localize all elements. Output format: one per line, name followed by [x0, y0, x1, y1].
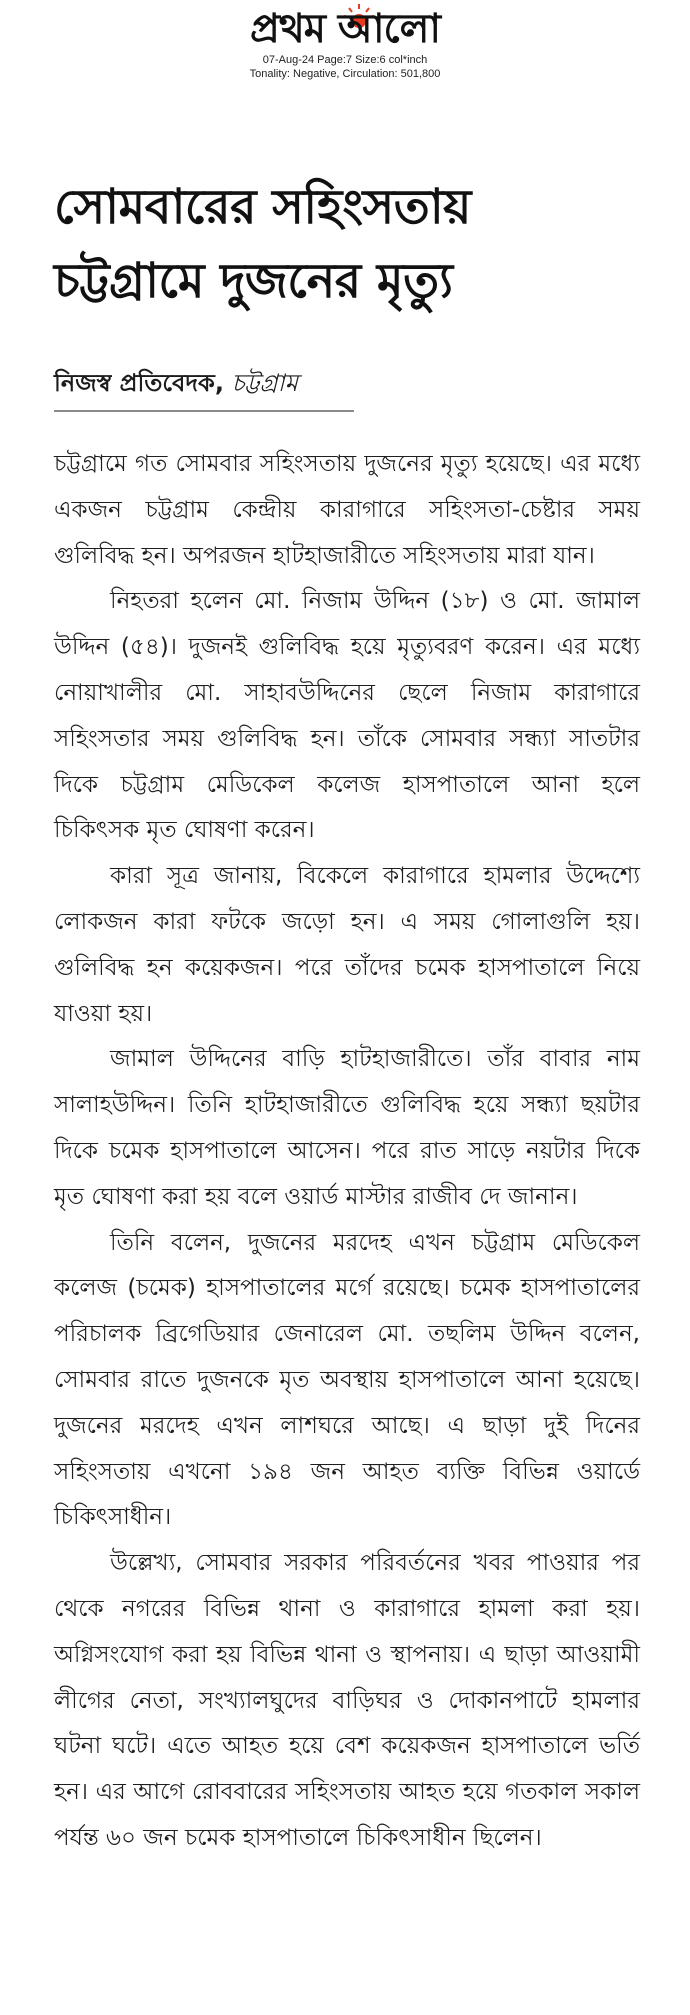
headline-line-1: সোমবারের সহিংসতায় [54, 179, 471, 235]
byline-author: নিজস্ব প্রতিবেদক, [54, 369, 224, 397]
article-body [54, 442, 640, 1862]
headline-line-2: চট্টগ্রামে দুজনের মৃত্যু [54, 253, 453, 309]
clipping-meta-line-2: Tonality: Negative, Circulation: 501,800 [249, 68, 441, 80]
headline [54, 170, 654, 318]
byline [54, 366, 354, 412]
clipping-meta-line-1: 07-Aug-24 Page:7 Size:6 col*inch [262, 54, 428, 66]
article-paragraph: নিহতরা হলেন মো. নিজাম উদ্দিন (১৮) ও মো. জামাল উদ্দিন (৫৪)। দুজনই গুলিবিদ্ধ হয়ে মৃত্যুবরণ করেন। এর মধ্যে নোয়াখালীর মো. সাহাবউদ্দিনের ছেলে নিজাম কারাগারে সহিংসতার সময় গুলিবিদ্ধ হন। তাঁকে সোমবার সন্ধ্যা সাতটার দিকে চট্টগ্রাম মেডিকেল কলেজ হাসপাতালে আনা হলে চিকিৎসক মৃত ঘোষণা করেন। [54, 588, 640, 844]
prothom-alo-logo [250, 6, 440, 52]
article-paragraph: জামাল উদ্দিনের বাড়ি হাটহাজারীতে। তাঁর বাবার নাম সালাহউদ্দিন। তিনি হাটহাজারীতে গুলিবিদ্ধ হয়ে সন্ধ্যা ছয়টার দিকে চমেক হাসপাতালে আসেন। পরে রাত সাড়ে নয়টার দিকে মৃত ঘোষণা করা হয় বলে ওয়ার্ড মাস্টার রাজীব দে জানান। [54, 1046, 640, 1210]
article-paragraph: চট্টগ্রামে গত সোমবার সহিংসতায় দুজনের মৃত্যু হয়েছে। এর মধ্যে একজন চট্টগ্রাম কেন্দ্রীয় কারাগারে সহিংসতা-চেষ্টার সময় গুলিবিদ্ধ হন। অপরজন হাটহাজারীতে সহিংসতায় মারা যান। [54, 451, 640, 569]
article-paragraph: তিনি বলেন, দুজনের মরদেহ এখন চট্টগ্রাম মেডিকেল কলেজ (চমেক) হাসপাতালের মর্গে রয়েছে। চমেক হাসপাতালের পরিচালক ব্রিগেডিয়ার জেনারেল মো. তছলিম উদ্দিন বলেন, সোমবার রাতে দুজনকে মৃত অবস্থায় হাসপাতালে আনা হয়েছে। দুজনের মরদেহ এখন লাশঘরে আছে। এ ছাড়া দুই দিনের সহিংসতায় এখনো ১৯৪ জন আহত ব্যক্তি বিভিন্ন ওয়ার্ডে চিকিৎসাধীন। [54, 1229, 640, 1531]
masthead [0, 4, 690, 81]
byline-location: চট্টগ্রাম [231, 369, 298, 397]
article-paragraph: কারা সূত্র জানায়, বিকেলে কারাগারে হামলার উদ্দেশ্যে লোকজন কারা ফটকে জড়ো হন। এ সময় গোলাগুলি হয়। গুলিবিদ্ধ হন কয়েকজন। পরে তাঁদের চমেক হাসপাতালে নিয়ে যাওয়া হয়। [54, 863, 640, 1027]
logo-text: প্রথম আলো [249, 6, 441, 52]
article-paragraph: উল্লেখ্য, সোমবার সরকার পরিবর্তনের খবর পাওয়ার পর থেকে নগরের বিভিন্ন থানা ও কারাগারে হামলা করা হয়। অগ্নিসংযোগ করা হয় বিভিন্ন থানা ও স্থাপনায়। এ ছাড়া আওয়ামী লীগের নেতা, সংখ্যালঘুদের বাড়িঘর ও দোকানপাটে হামলার ঘটনা ঘটে। এতে আহত হয়ে বেশ কয়েকজন হাসপাতালে ভর্তি হন। এর আগে রোববারের সহিংসতায় আহত হয়ে গতকাল সকাল পর্যন্ত ৬০ জন চমেক হাসপাতালে চিকিৎসাধীন ছিলেন। [54, 1550, 640, 1851]
